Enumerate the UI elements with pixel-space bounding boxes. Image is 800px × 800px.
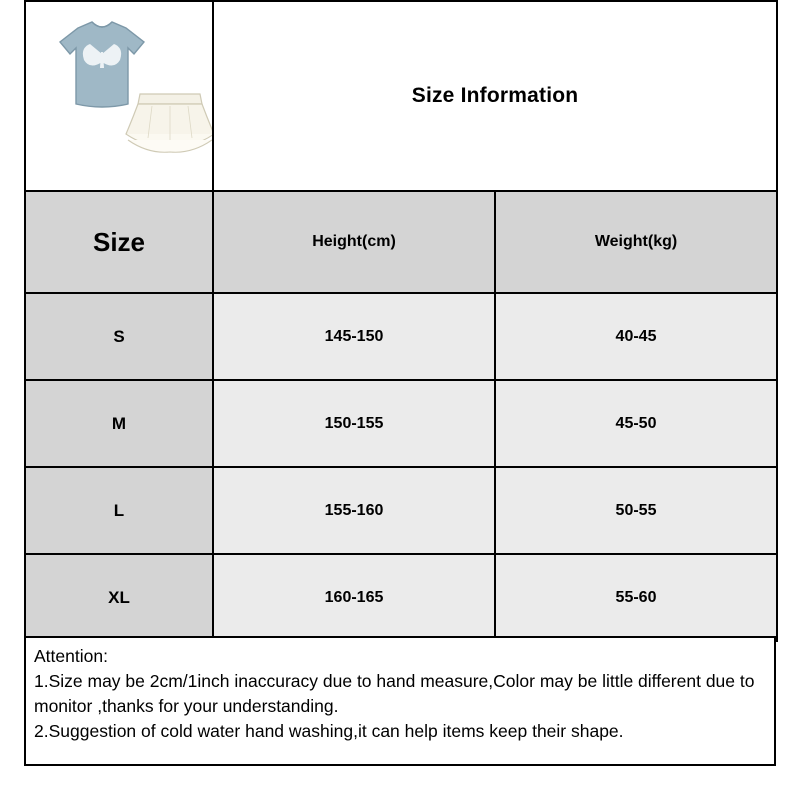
product-illustration [26,2,212,190]
skirt-icon [118,88,212,168]
cell-height: 155-160 [213,467,495,554]
table-row [25,554,777,641]
cell-size: L [25,467,213,554]
cell-size: XL [25,554,213,641]
column-header-weight: Weight(kg) [495,191,777,293]
attention-line-1: 1.Size may be 2cm/1inch inaccuracy due to hand measure,Color may be little different due to monitor ,thanks for your understanding. [34,670,755,716]
cell-size: M [25,380,213,467]
size-information-table [24,0,778,642]
cell-height: 150-155 [213,380,495,467]
page-title: Size Information [213,1,777,191]
table-row [25,467,777,554]
column-header-size: Size [25,191,213,293]
attention-note [24,636,776,766]
cell-height: 160-165 [213,554,495,641]
cell-size: S [25,293,213,380]
cell-weight: 50-55 [495,467,777,554]
table-header-row [25,191,777,293]
attention-heading: Attention: [34,646,108,666]
cell-weight: 45-50 [495,380,777,467]
column-header-height: Height(cm) [213,191,495,293]
product-image-cell [25,1,213,191]
cell-weight: 40-45 [495,293,777,380]
cell-height: 145-150 [213,293,495,380]
table-row-header-top [25,1,777,191]
attention-line-2: 2.Suggestion of cold water hand washing,it can help items keep their shape. [34,720,624,741]
table-row [25,293,777,380]
table-row [25,380,777,467]
cell-weight: 55-60 [495,554,777,641]
